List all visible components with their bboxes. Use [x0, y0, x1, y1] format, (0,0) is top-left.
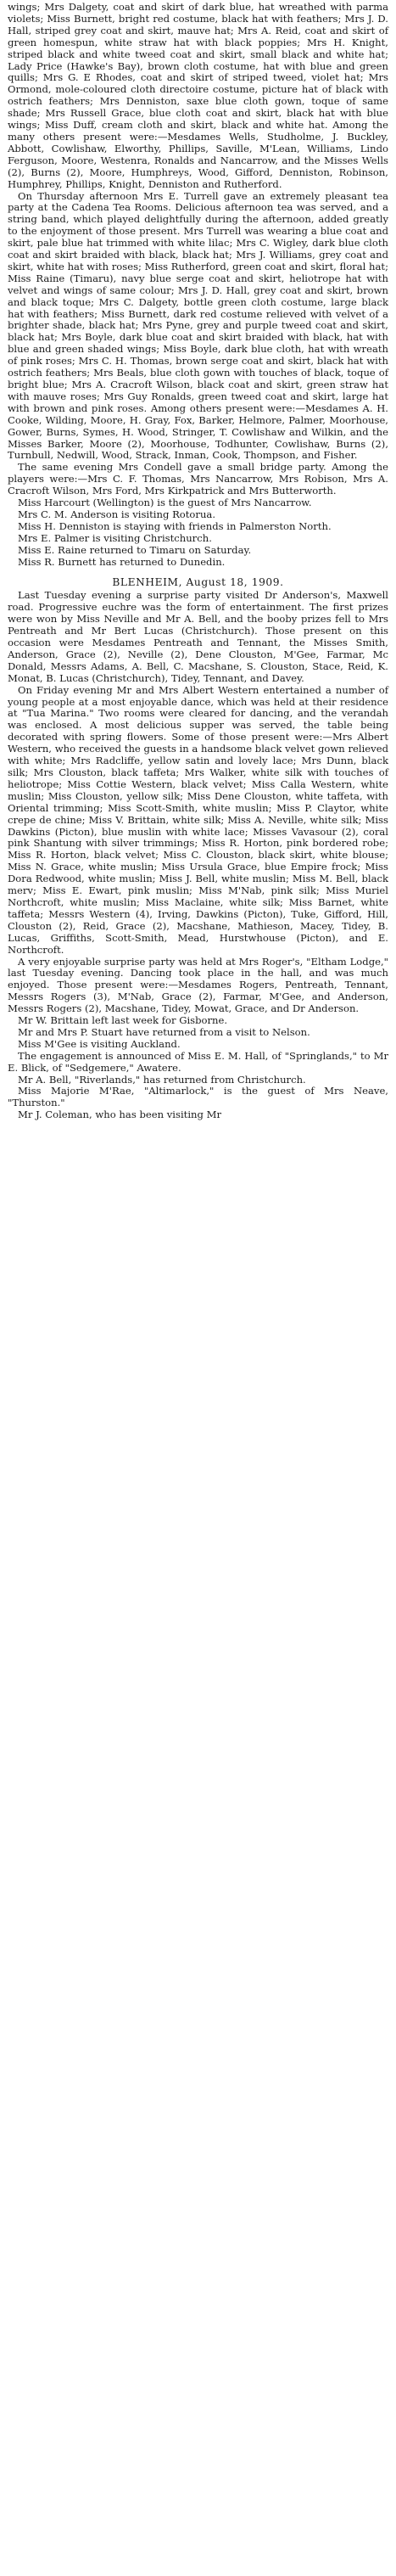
article-paragraph: Mr J. Coleman, who has been visiting Mr: [18, 1108, 222, 1121]
article-paragraph: Miss E. Raine returned to Timaru on Saturday.: [18, 543, 252, 556]
article-paragraph: Miss Harcourt (Wellington) is the guest of Mrs Nancarrow.: [18, 497, 312, 509]
article-paragraph: Mr W. Brittain left last week for Gisborne.: [18, 1014, 228, 1027]
article-paragraph: Miss M'Gee is visiting Auckland.: [18, 1037, 181, 1050]
newspaper-column: [8, 0, 388, 1121]
article-paragraph: On Thursday afternoon Mrs E. Turrell gave an extremely pleasant tea party at the Cadena Tea Rooms. Delicious afternoon tea was served, and a string band, which played delightfully during the afternoon, added greatly to the enjoyment of those present. Mrs Turrell was wearing a blue coat and skirt, pale blue hat trimmed with white lilac; Mrs C. Wigley, dark blue cloth coat and skirt braided with black, black hat; Mrs J. Williams, grey coat and skirt, white hat with roses; Miss Rutherford, green coat and skirt, floral hat; Miss Raine (Timaru), navy blue serge coat and skirt, heliotrope hat with velvet and wings of same colour; Mrs J. D. Hall, grey coat and skirt, brown and black toque; Mrs C. Dalgety, bottle green cloth costume, large black hat with feathers; Miss Burnett, dark red costume relieved with velvet of a brighter shade, black hat; Mrs Pyne, grey and purple tweed coat and skirt, black hat; Mrs Boyle, dark blue coat and skirt braided with black, hat with blue and green shaded wings; Miss Boyle, dark blue cloth, hat with wreath of pink roses; Mrs C. H. Thomas, brown serge coat and skirt, black hat with ostrich feathers; Mrs Beals, blue cloth gown with touches of black, toque of bright blue; Mrs A. Cracroft Wilson, black coat and skirt, green straw hat with mauve roses; Mrs Guy Ronalds, green tweed coat and skirt, large hat with brown and pink roses. Among others present were:—Mesdames A. H. Cooke, Wilding, Moore, H. Gray, Fox, Barker, Helmore, Palmer, Moorhouse, Gower, Burns, Symes, H. Wood, Stringer, T. Cowlishaw and Wilkin, and the Misses Barker, Moore (2), Moorhouse, Todhunter, Cowlishaw, Burns (2), Turnbull, Nedwill, Wood, Strack, Inman, Cook, Thompson, and Fisher.: [8, 189, 388, 462]
article-paragraph: The engagement is announced of Miss E. M. Hall, of "Springlands," to Mr E. Blick, of "Sedgemere," Awatere.: [8, 1049, 388, 1074]
article-paragraph: Mrs C. M. Anderson is visiting Rotorua.: [18, 508, 216, 520]
article-paragraph: Miss R. Burnett has returned to Dunedin.: [18, 555, 226, 568]
article-paragraph: wings; Mrs Dalgety, coat and skirt of dark blue, hat wreathed with parma violets; Miss Burnett, bright red costume, black hat with feathers; Mrs J. D. Hall, striped grey coat and skirt, mauve hat; Mrs A. Reid, coat and skirt of green homespun, white straw hat with black poppies; Mrs H. Knight, striped black and white tweed coat and skirt, small black and white hat; Lady Price (Hawke's Bay), brown cloth costume, hat with blue and green quills; Mrs G. E Rhodes, coat and skirt of striped tweed, violet hat; Mrs Ormond, mole-coloured cloth directoire costume, picture hat of black with ostrich feathers; Mrs Denniston, saxe blue cloth gown, toque of same shade; Mrs Russell Grace, blue cloth coat and skirt, black hat with blue wings; Miss Duff, cream cloth and skirt, black and white hat. Among the many others present were:—Mesdames Wells, Studholme, J. Buckley, Abbott, Cowlishaw, Elworthy, Phillips, Saville, M'Lean, Williams, Lindo Ferguson, Moore, Westenra, Ronalds and Nancarrow, and the Misses Wells (2), Burns (2), Moore, Humphreys, Wood, Gifford, Denniston, Robinson, Humphrey, Phillips, Knight, Denniston and Rutherford.: [8, 1, 388, 190]
blenheim-social-notes: [8, 590, 388, 1121]
blenheim-dateline: BLENHEIM, August 18, 1909.: [112, 575, 284, 588]
article-paragraph: The same evening Mrs Condell gave a small bridge party. Among the players were:—Mrs C. F. Thomas, Mrs Nancarrow, Mrs Robison, Mrs A. Cracroft Wilson, Mrs Ford, Mrs Kirkpatrick and Mrs Butterworth.: [8, 461, 388, 497]
article-paragraph: On Friday evening Mr and Mrs Albert Western entertained a number of young people at a most enjoyable dance, which was held at their residence at "Tua Marina." Two rooms were cleared for dancing, and the verandah was enclosed. A most delicious supper was served, the table being decorated with spring flowers. Some of those present were:—Mrs Albert Western, who received the guests in a handsome black velvet gown relieved with white; Mrs Radcliffe, yellow satin and lovely lace; Mrs Dunn, black silk; Mrs Clouston, black taffeta; Mrs Walker, white silk with touches of heliotrope; Miss Cottie Western, black velvet; Miss Calla Western, white muslin; Miss Clouston, yellow silk; Miss Dene Clouston, white taffeta, with Oriental trimming; Miss Scott-Smith, white muslin; Miss P. Claytor, white crepe de chine; Miss V. Brittain, white silk; Miss A. Neville, white silk; Miss Dawkins (Picton), blue muslin with white lace; Misses Vavasour (2), coral pink Shantung with silver trimmings; Miss R. Horton, pink bordered robe; Miss R. Horton, black velvet; Miss C. Clouston, black skirt, white blouse; Miss N. Grace, white muslin; Miss Ursula Grace, blue Empire frock; Miss Dora Redwood, white muslin; Miss J. Bell, white muslin; Miss M. Bell, black merv; Miss E. Ewart, pink muslin; Miss M'Nab, pink silk; Miss Muriel Northcroft, white muslin; Miss Maclaine, white silk; Miss Barnet, white taffeta; Messrs Western (4), Irving, Dawkins (Picton), Tuke, Gifford, Hill, Clouston (2), Reid, Grace (2), Macshane, Mathieson, Macey, Tidey, B. Lucas, Griffiths, Scott-Smith, Mead, Hurstwhouse (Picton), and E. Northcroft.: [8, 683, 388, 956]
article-paragraph: A very enjoyable surprise party was held at Mrs Roger's, "Eltham Lodge," last Tuesday evening. Dancing took place in the hall, and was much enjoyed. Those present were:—Mesdames Rogers, Pentreath, Tennant, Messrs Rogers (3), M'Nab, Grace (2), Farmar, M'Gee, and Anderson, Messrs Rogers (2), Macshane, Tidey, Mowat, Grace, and Dr Anderson.: [8, 955, 388, 1015]
christchurch-social-notes: [8, 2, 388, 569]
article-paragraph: Mr A. Bell, "Riverlands," has returned from Christchurch.: [18, 1073, 306, 1086]
article-paragraph: Miss H. Denniston is staying with friends in Palmerston North.: [18, 519, 332, 532]
article-paragraph: Mrs E. Palmer is visiting Christchurch.: [18, 531, 212, 544]
article-paragraph: Miss Majorie M'Rae, "Altimarlock," is the guest of Mrs Neave, "Thurston.": [8, 1085, 388, 1109]
article-paragraph: Mr and Mrs P. Stuart have returned from a visit to Nelson.: [18, 1025, 310, 1038]
article-paragraph: Last Tuesday evening a surprise party visited Dr Anderson's, Maxwell road. Progressive euchre was the form of entertainment. The first prizes were won by Miss Neville and Mr A. Bell, and the booby prizes fell to Mrs Pentreath and Mr Bert Lucas (Christchurch). Those present on this occasion were Mesdames Pentreath and Tennant, the Misses Smith, Anderson, Grace (2), Neville (2), Dene Clouston, M'Gee, Farmar, Mc Donald, Messrs Adams, A. Bell, C. Macshane, S. Clouston, Stace, Reid, K. Monat, B. Lucas (Christchurch), Tidey, Tennant, and Davey.: [8, 589, 388, 684]
